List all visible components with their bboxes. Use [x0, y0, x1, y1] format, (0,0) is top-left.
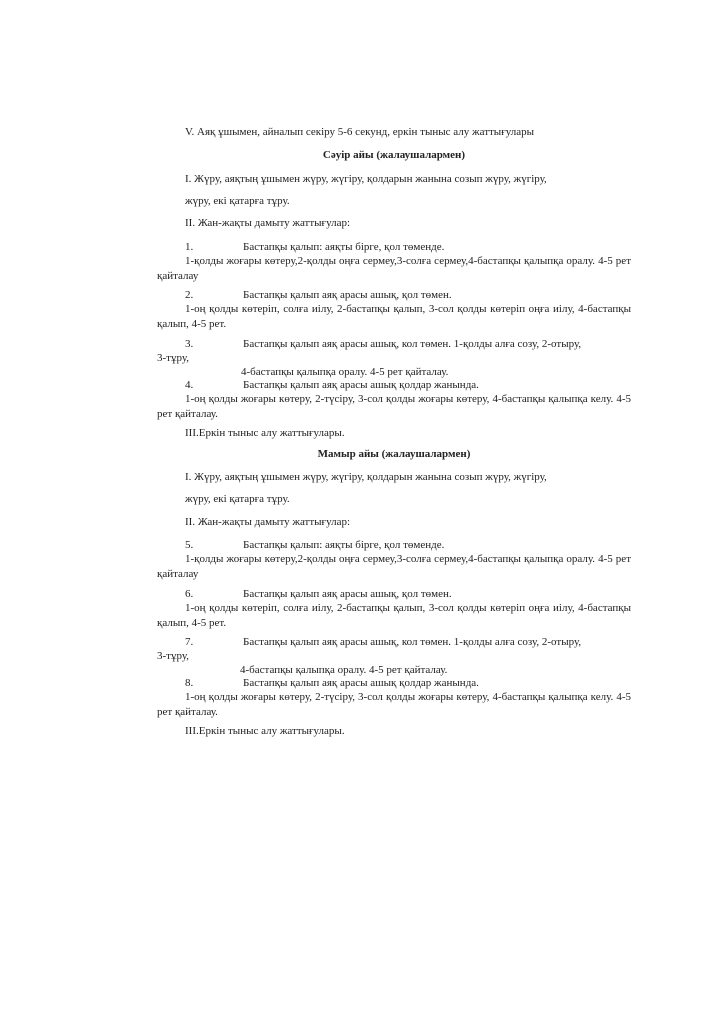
- item-start-position: Бастапқы қалып аяқ арасы ашық қолдар жанында.: [243, 379, 479, 391]
- item-description: 4-бастапқы қалыпқа оралу. 4-5 рет қайталау.: [240, 664, 448, 676]
- item-number: 7.: [185, 636, 194, 648]
- item-number: 1.: [185, 241, 194, 253]
- item-description: 4-бастапқы қалыпқа оралу. 4-5 рет қайталау.: [241, 366, 449, 378]
- section-heading-april: Сәуір айы (жалаушалармен): [322, 149, 466, 161]
- document-title: V. Аяқ ұшымен, айналып секіру 5-6 секунд, еркін тыныс алу жаттығулары: [185, 126, 534, 138]
- item-number: 4.: [185, 379, 194, 391]
- item-number: 5.: [185, 539, 194, 551]
- item-description: 1-оң қолды жоғары көтеру, 2-түсіру, 3-сол қолды жоғары көтеру, 4-бастапқы қалыпқа келу. 4-5 рет қайталау.: [157, 393, 631, 420]
- item-start-position: Бастапқы қалып: аяқты бірге, қол төменде.: [243, 241, 445, 253]
- section-line-rows: жүру, екі қатарға тұру.: [185, 195, 290, 207]
- item-continuation: 3-тұру,: [157, 650, 189, 662]
- item-start-position: Бастапқы қалып аяқ арасы ашық, қол төмен.: [243, 289, 452, 301]
- section-end: III.Еркін тыныс алу жаттығулары.: [185, 427, 345, 439]
- item-number: 8.: [185, 677, 194, 689]
- item-description: 1-қолды жоғары көтеру,2-қолды оңға сермеу,3-солға сермеу,4-бастапқы қалыпқа оралу. 4-5 рет қайталау: [157, 255, 631, 282]
- item-number: 6.: [185, 588, 194, 600]
- item-description: 1-оң қолды көтеріп, солға иілу, 2-бастапқы қалып, 3-сол қолды көтеріп оңға иілу, 4-бастапқы қалып, 4-5 рет.: [157, 602, 631, 629]
- item-start-position: Бастапқы қалып: аяқты бірге, қол төменде.: [243, 539, 445, 551]
- item-number: 2.: [185, 289, 194, 301]
- item-start-position: Бастапқы қалып аяқ арасы ашық, кол төмен. 1-қолды алға созу, 2-отыру,: [243, 636, 582, 648]
- item-start-position: Бастапқы қалып аяқ арасы ашық, қол төмен.: [243, 588, 452, 600]
- section-line-exercises: II. Жан-жақты дамыту жаттығулар:: [185, 217, 351, 229]
- item-continuation: 3-тұру,: [157, 352, 189, 364]
- item-description: 1-оң қолды жоғары көтеру, 2-түсіру, 3-сол қолды жоғары көтеру, 4-бастапқы қалыпқа келу. 4-5 рет қайталау.: [157, 691, 631, 718]
- section-line-rows: жүру, екі қатарға тұру.: [185, 493, 290, 505]
- section-line-walk: I. Жүру, аяқтың ұшымен жүру, жүгіру, қолдарын жанына созып жүру, жүгіру,: [185, 471, 547, 483]
- item-description: 1-қолды жоғары көтеру,2-қолды оңға сермеу,3-солға сермеу,4-бастапқы қалыпқа оралу. 4-5 рет қайталау: [157, 553, 631, 580]
- item-start-position: Бастапқы қалып аяқ арасы ашық, кол төмен. 1-қолды алға созу, 2-отыру,: [243, 338, 582, 350]
- section-line-exercises: II. Жан-жақты дамыту жаттығулар:: [185, 516, 351, 528]
- section-heading-may: Мамыр айы (жалаушалармен): [317, 448, 471, 460]
- section-end: III.Еркін тыныс алу жаттығулары.: [185, 725, 345, 737]
- section-line-walk: I. Жүру, аяқтың ұшымен жүру, жүгіру, қолдарын жанына созып жүру, жүгіру,: [185, 173, 547, 185]
- item-number: 3.: [185, 338, 194, 350]
- item-start-position: Бастапқы қалып аяқ арасы ашық қолдар жанында.: [243, 677, 479, 689]
- item-description: 1-оң қолды көтеріп, солға иілу, 2-бастапқы қалып, 3-сол қолды көтеріп оңға иілу, 4-бастапқы қалып, 4-5 рет.: [157, 303, 631, 330]
